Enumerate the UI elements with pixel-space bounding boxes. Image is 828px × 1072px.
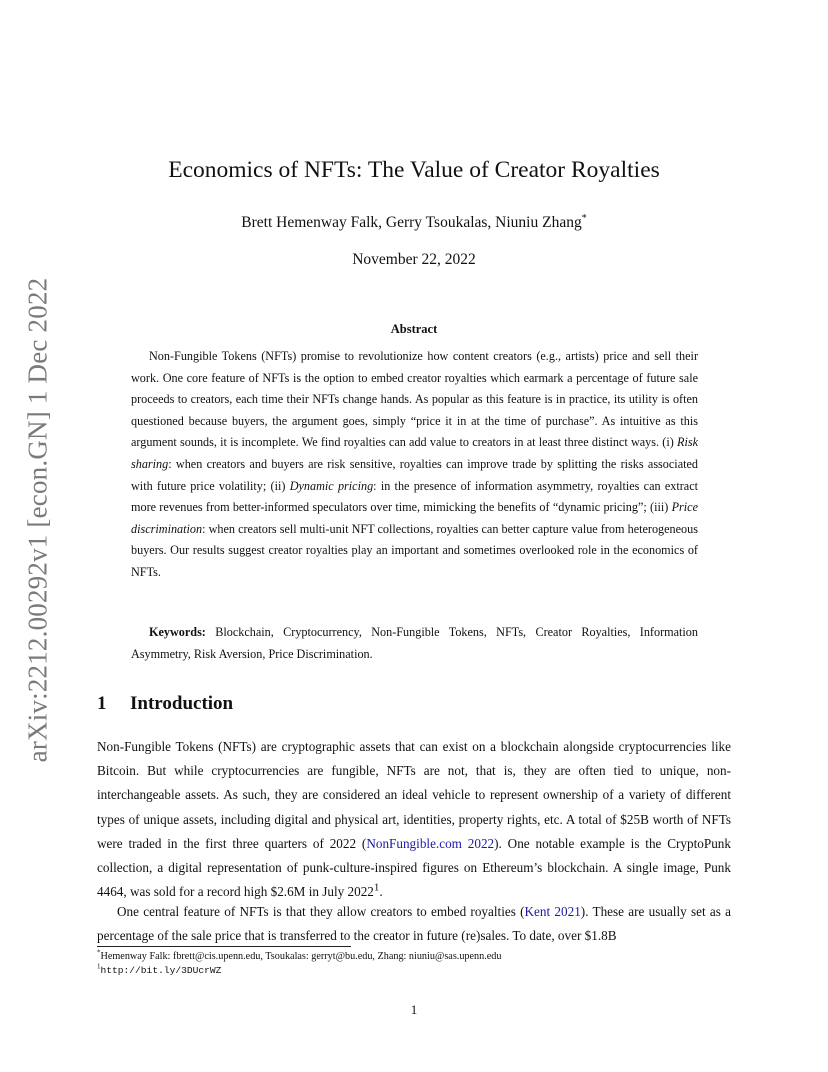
section-number: 1 — [97, 693, 107, 714]
authors-text: Brett Hemenway Falk, Gerry Tsoukalas, Niuniu Zhang — [241, 214, 582, 231]
keywords-text: Blockchain, Cryptocurrency, Non-Fungible Tokens, NFTs, Creator Royalties, Information Asymmetry, Risk Aversion, Price Discrimination. — [131, 625, 698, 661]
abstract-text-4: : when creators sell multi-unit NFT collections, royalties can better capture value from heterogeneous buyers. Our results suggest creator royalties play an important and sometimes overlooked role in the economics of NFTs. — [131, 521, 698, 579]
footnote-mark-star: * — [97, 948, 101, 957]
section-heading — [97, 693, 233, 715]
footnotes — [97, 950, 737, 978]
footnote-affiliations — [97, 950, 737, 964]
footnote-ref-1[interactable]: 1 — [373, 881, 380, 894]
footnote-divider — [97, 946, 351, 947]
keywords-block — [131, 622, 698, 665]
intro-p1-text-b: ). One notable example is the CryptoPunk collection, a digital representation of punk-culture-inspired figures on Ethereum’s blockchain. A single image, Punk 4464, was sold for a record high $2.6M in July 2022 — [97, 835, 731, 900]
intro-p1-text-a: Non-Fungible Tokens (NFTs) are cryptographic assets that can exist on a blockchain alongside cryptocurrencies like Bitcoin. But while cryptocurrencies are fungible, NFTs are not, that is, they are often tied to unique, non-interchangeable assets. As such, they are considered an ideal vehicle to represent ownership of a variety of different types of unique assets, including digital and physical art, identities, property rights, etc. A total of $25B worth of NFTs were traded in the first three quarters of 2022 ( — [97, 739, 731, 851]
footnote-url-link[interactable]: http://bit.ly/3DUcrWZ — [100, 965, 222, 976]
abstract-risk-sharing: Risk sharing — [131, 435, 698, 471]
arxiv-identifier-stamp: arXiv:2212.00292v1 [econ.GN] 1 Dec 2022 — [22, 277, 53, 763]
intro-p2-text-a: One central feature of NFTs is that they allow creators to embed royalties ( — [117, 904, 525, 919]
paper-date: November 22, 2022 — [352, 251, 476, 268]
citation-link-nonfungible[interactable]: NonFungible.com 2022 — [366, 835, 495, 851]
intro-paragraph-1 — [97, 735, 731, 904]
intro-p1-text-c: . — [379, 884, 383, 900]
page-number: 1 — [410, 1002, 418, 1017]
author-list — [0, 214, 828, 232]
citation-link-kent[interactable]: Kent 2021 — [524, 904, 581, 919]
abstract-price-discrimination: Price discrimination — [131, 500, 698, 536]
keywords-label: Keywords: — [149, 625, 206, 639]
abstract-text-2: : when creators and buyers are risk sensitive, royalties can improve trade by splitting the risks associated with future price volatility; (ii) — [131, 456, 698, 493]
paper-title: Economics of NFTs: The Value of Creator Royalties — [168, 157, 660, 183]
intro-p2-text-b: ). These are usually set as a percentage of the sale price that is transferred to the creator in future (re)sales. To date, over $1.8B — [97, 904, 731, 944]
author-footnote-mark: * — [581, 212, 587, 224]
abstract-text-3: : in the presence of information asymmetry, royalties can extract more revenues from better-informed speculators over time, mimicking the benefits of “dynamic pricing”; (iii) — [131, 478, 699, 515]
section-title: Introduction — [130, 693, 234, 714]
footnote-mark-1: 1 — [97, 962, 101, 971]
abstract-heading: Abstract — [390, 322, 438, 336]
footnote-emails: Hemenway Falk: fbrett@cis.upenn.edu, Tsoukalas: gerryt@bu.edu, Zhang: niuniu@sas.upenn.edu — [100, 951, 502, 962]
footnote-1 — [97, 964, 737, 978]
intro-paragraph-2 — [97, 900, 731, 948]
abstract-dynamic-pricing: Dynamic pricing — [289, 478, 374, 493]
abstract-text-1: Non-Fungible Tokens (NFTs) promise to revolutionize how content creators (e.g., artists) price and sell their work. One core feature of NFTs is the option to embed creator royalties which earmark a percentage of future sale proceeds to creators, each time their NFTs change hands. As popular as this feature is in practice, its utility is often questioned because buyers, the argument goes, simply “price it in at the time of purchase”. As intuitive as this argument sounds, it is incomplete. We find royalties can add value to creators in at least three distinct ways. (i) — [131, 349, 698, 450]
abstract-body — [131, 346, 698, 584]
